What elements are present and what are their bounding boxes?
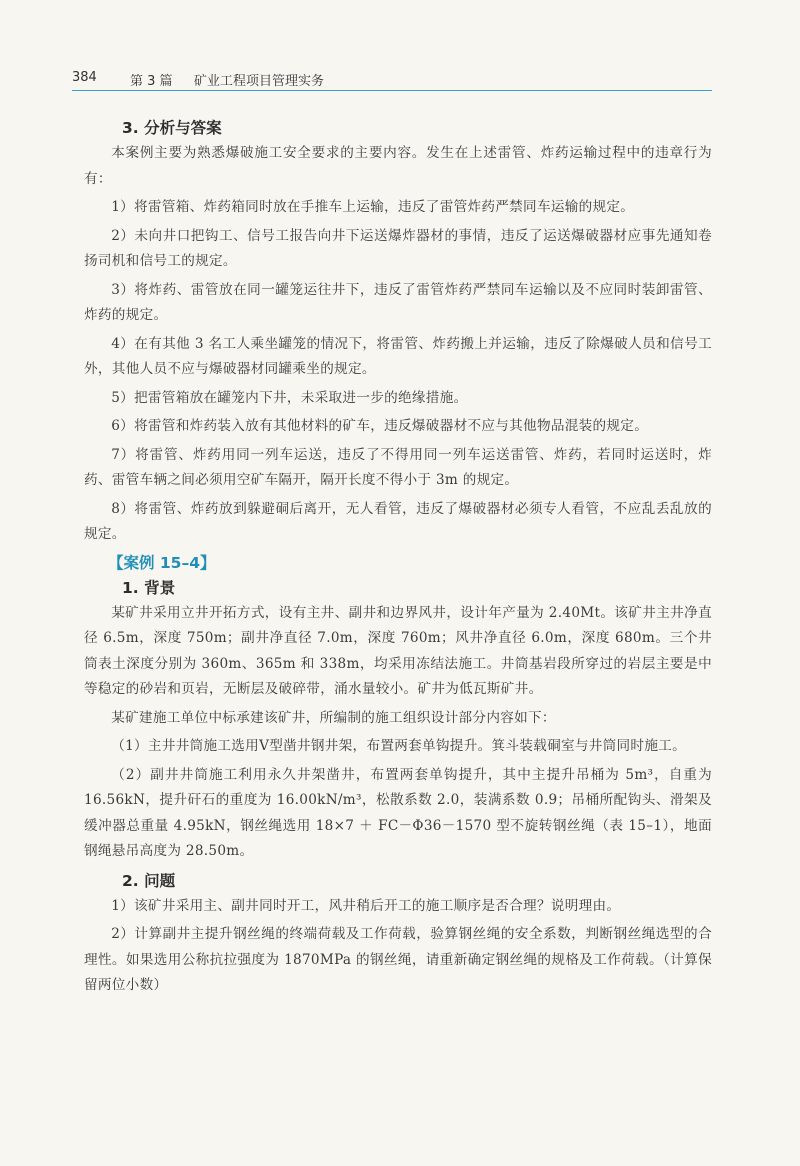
background-paragraph: 某矿建施工单位中标承建该矿井，所编制的施工组织设计部分内容如下： bbox=[111, 709, 556, 726]
book-title: 矿业工程项目管理实务 bbox=[194, 74, 325, 89]
section-title-analysis: 3. 分析与答案 bbox=[122, 119, 222, 137]
part-label: 第 3 篇 bbox=[130, 74, 173, 89]
analysis-item: 3）将炸药、雷管放在同一罐笼运往井下，违反了雷管炸药严禁同车运输以及不应同时装卸雷管、炸药的规定。 bbox=[84, 281, 712, 323]
question-item: 2）计算副井主提升钢丝绳的终端荷载及工作荷载，验算钢丝绳的安全系数，判断钢丝绳选型的合理性。如果选用公称抗拉强度为 1870MPa 的钢丝绳，请重新确定钢丝绳的规格及工作荷载。（计算保留两位小数） bbox=[84, 926, 712, 993]
section-title-background: 1. 背景 bbox=[122, 578, 176, 597]
analysis-item: 5）把雷管箱放在罐笼内下井，未采取进一步的绝缘措施。 bbox=[111, 389, 468, 406]
analysis-item: 4）在有其他 3 名工人乘坐罐笼的情况下，将雷管、炸药搬上并运输，违反了除爆破人员和信号工外，其他人员不应与爆破器材同罐乘坐的规定。 bbox=[84, 335, 712, 377]
page-content bbox=[84, 115, 712, 1002]
background-paragraph: （1）主井井筒施工选用Ⅴ型凿井钢井架，布置两套单钩提升。箕斗装载硐室与井筒同时施工。 bbox=[111, 738, 686, 754]
analysis-item: 2）未向井口把钩工、信号工报告向井下运送爆炸器材的事情，违反了运送爆破器材应事先通知卷扬司机和信号工的规定。 bbox=[84, 227, 712, 269]
analysis-item: 1）将雷管箱、炸药箱同时放在手推车上运输，违反了雷管炸药严禁同车运输的规定。 bbox=[111, 199, 635, 215]
analysis-item: 8）将雷管、炸药放到躲避硐后离开，无人看管，违反了爆破器材必须专人看管，不应乱丢乱放的规定。 bbox=[84, 500, 712, 542]
background-paragraph: （2）副井井筒施工利用永久井架凿井，布置两套单钩提升，其中主提升吊桶为 5m³，自重为 16.56kN，提升矸石的重度为 16.00kN/m³，松散系数 2.0，装满系数 0.9；吊桶所配钩头、滑架及缓冲器总重量 4.95kN，钢丝绳选用 18×7 ＋ FC－Φ36－1570 型不旋转钢丝绳（表 15–1），地面钢绳悬吊高度为 28.50m。 bbox=[84, 766, 712, 859]
case-title: 【案例 15–4】 bbox=[108, 553, 216, 572]
analysis-intro: 本案例主要为熟悉爆破施工安全要求的主要内容。发生在上述雷管、炸药运输过程中的违章行为有： bbox=[84, 145, 712, 187]
analysis-item: 7）将雷管、炸药用同一列车运送，违反了不得用同一列车运送雷管、炸药，若同时运送时，炸药、雷管车辆之间必须用空矿车隔开，隔开长度不得小于 3m 的规定。 bbox=[84, 446, 712, 488]
page-number: 384 bbox=[72, 70, 97, 85]
section-title-questions: 2. 问题 bbox=[122, 871, 176, 890]
analysis-item: 6）将雷管和炸药装入放有其他材料的矿车，违反爆破器材不应与其他物品混装的规定。 bbox=[111, 418, 649, 434]
page-header bbox=[72, 62, 712, 91]
question-item: 1）该矿井采用主、副井同时开工，风井稍后开工的施工顺序是否合理？说明理由。 bbox=[111, 897, 621, 914]
background-paragraph: 某矿井采用立井开拓方式，设有主井、副井和边界风井，设计年产量为 2.40Mt。该矿井主井净直径 6.5m，深度 750m；副井净直径 7.0m，深度 760m；风井净直径 6.0m，深度 680m。三个井筒表土深度分别为 360m、365m 和 338m，均采用冻结法施工。井筒基岩段所穿过的岩层主要是中等稳定的砂岩和页岩，无断层及破碎带，涌水量较小。矿井为低瓦斯矿井。 bbox=[84, 604, 712, 697]
